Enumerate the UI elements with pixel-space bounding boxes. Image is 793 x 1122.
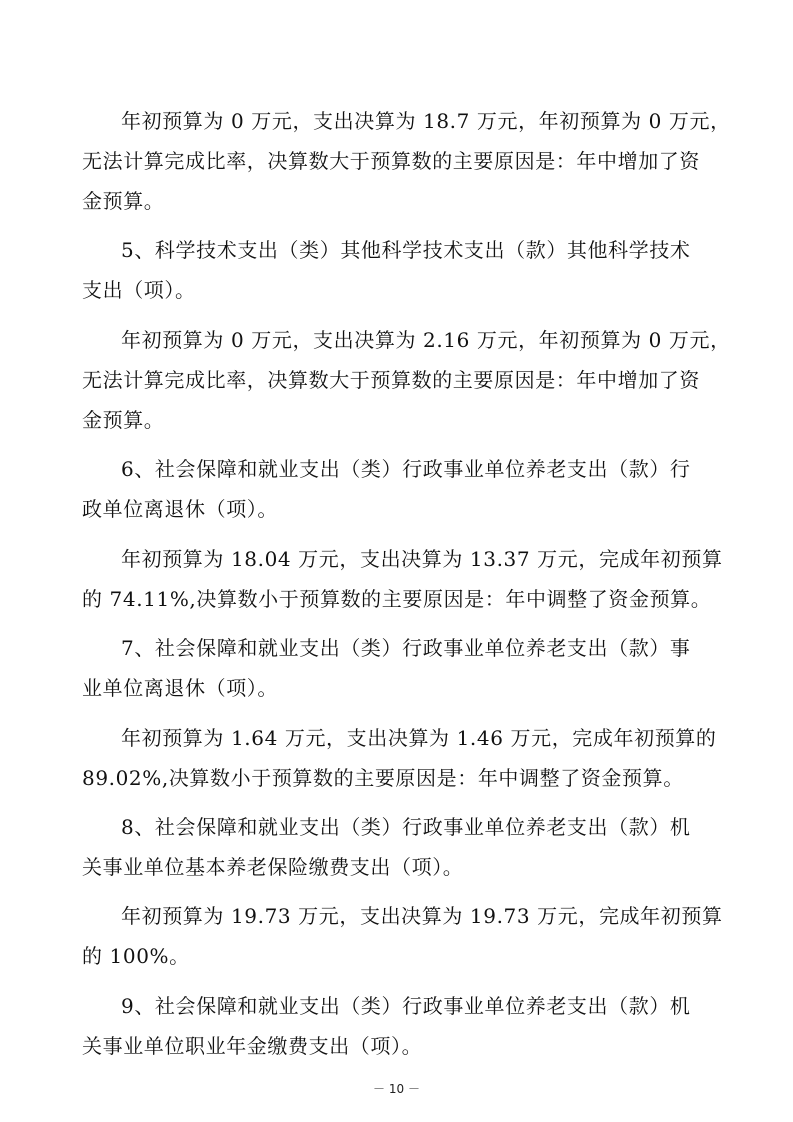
paragraph-line: 金预算。 — [82, 189, 165, 213]
section-heading-line: 5、科学技术支出（类）其他科学技术支出（款）其他科学技术 — [121, 238, 691, 262]
section-heading-line: 7、社会保障和就业支出（类）行政事业单位养老支出（款）事 — [121, 636, 691, 660]
paragraph-line: 的 100%。 — [82, 944, 190, 968]
paragraph-line: 无法计算完成比率，决算数大于预算数的主要原因是：年中增加了资 — [82, 149, 700, 173]
section-heading-line: 业单位离退休（项）。 — [82, 676, 278, 700]
paragraph-line: 89.02%,决算数小于预算数的主要原因是：年中调整了资金预算。 — [82, 766, 684, 790]
section-heading-line: 关事业单位基本养老保险缴费支出（项）。 — [82, 855, 464, 879]
paragraph-line: 无法计算完成比率，决算数大于预算数的主要原因是：年中增加了资 — [82, 368, 700, 392]
page-number: － 10 － — [373, 1082, 420, 1096]
section-heading-line: 关事业单位职业年金缴费支出（项）。 — [82, 1034, 423, 1058]
paragraph-line: 的 74.11%,决算数小于预算数的主要原因是：年中调整了资金预算。 — [82, 587, 712, 611]
section-heading-line: 9、社会保障和就业支出（类）行政事业单位养老支出（款）机 — [121, 994, 691, 1018]
paragraph-line: 年初预算为 0 万元，支出决算为 18.7 万元，年初预算为 0 万元， — [121, 109, 731, 133]
paragraph-line: 年初预算为 18.04 万元，支出决算为 13.37 万元，完成年初预算 — [121, 547, 723, 571]
paragraph-line: 年初预算为 19.73 万元，支出决算为 19.73 万元，完成年初预算 — [121, 904, 723, 928]
paragraph-line: 年初预算为 1.64 万元，支出决算为 1.46 万元，完成年初预算的 — [121, 726, 717, 750]
section-heading-line: 8、社会保障和就业支出（类）行政事业单位养老支出（款）机 — [121, 815, 691, 839]
paragraph-line: 年初预算为 0 万元，支出决算为 2.16 万元，年初预算为 0 万元， — [121, 328, 731, 352]
section-heading-line: 支出（项）。 — [82, 278, 196, 302]
section-heading-line: 政单位离退休（项）。 — [82, 497, 278, 521]
paragraph-line: 金预算。 — [82, 408, 165, 432]
section-heading-line: 6、社会保障和就业支出（类）行政事业单位养老支出（款）行 — [121, 457, 691, 481]
